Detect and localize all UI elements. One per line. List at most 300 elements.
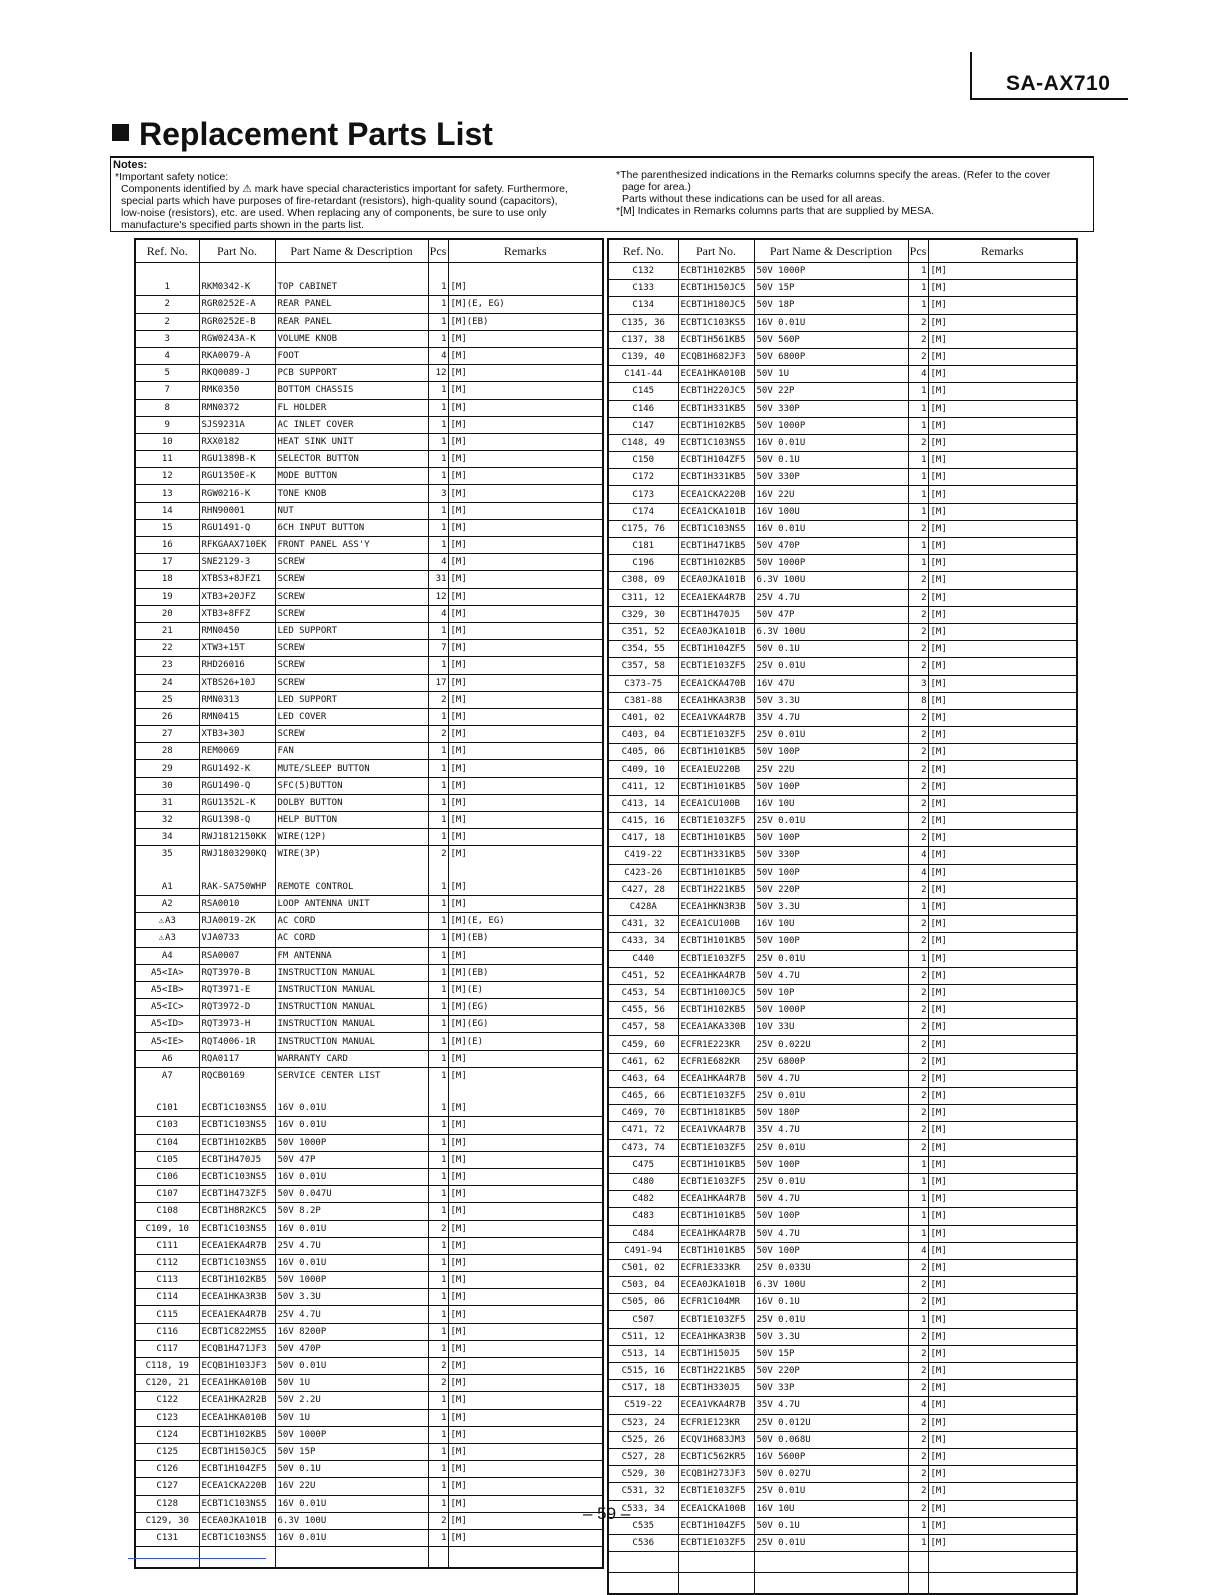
cell-remarks-text: [M](EB): [450, 967, 489, 978]
safety-warning-icon: ⚠: [158, 933, 165, 944]
cell-pcs: [428, 622, 448, 639]
cell-ref-no: [608, 761, 678, 778]
cell-pcs: [428, 451, 448, 468]
cell-remarks-text: [M]: [450, 797, 467, 808]
cell-pcs-text: 2: [921, 1056, 927, 1067]
cell-pcs-text: 1: [441, 1019, 447, 1030]
cell-pcs-text: 2: [921, 730, 927, 741]
cell-description: [754, 1088, 908, 1105]
cell-remarks-text: [M]: [930, 1194, 947, 1205]
cell-remarks: [928, 1517, 1077, 1534]
cell-remarks-text: [M]: [450, 1137, 467, 1148]
cell-ref-no-text: A7: [161, 1070, 173, 1081]
cell-pcs-text: 1: [441, 916, 447, 927]
cell-pcs: [428, 537, 448, 554]
cell-remarks-text: [M](EB): [450, 316, 489, 327]
cell-remarks: [448, 947, 603, 964]
table-row: [608, 331, 1077, 348]
table-row: [608, 400, 1077, 417]
cell-description-text: 25V 6800P: [756, 1056, 806, 1067]
cell-description-text: REAR PANEL: [277, 316, 332, 327]
cell-ref-no-text: C123: [156, 1412, 179, 1423]
cell-remarks-text: [M]: [450, 626, 467, 637]
col-pcs: Pcs: [428, 239, 448, 263]
cell-description: [275, 1409, 428, 1426]
cell-ref-no: [135, 1084, 199, 1100]
cell-pcs-text: 4: [921, 867, 927, 878]
note-line: Components identified by ⚠ mark have special characteristics important for safety. Furthermore,: [121, 183, 568, 195]
cell-remarks-text: [M]: [450, 1172, 467, 1183]
cell-description: [754, 331, 908, 348]
cell-pcs-text: 1: [921, 902, 927, 913]
cell-description: [275, 1392, 428, 1409]
cell-part-no-text: RFKGAAX710EK: [201, 540, 267, 551]
cell-part-no-text: ECBT1E103ZF5: [680, 1142, 746, 1153]
cell-description: [275, 347, 428, 364]
table-row: [135, 1254, 603, 1271]
cell-ref-no-text: C373-75: [624, 678, 663, 689]
cell-pcs: [908, 1208, 928, 1225]
cell-ref-no-text: C475: [632, 1159, 655, 1170]
cell-description-text: 16V 10U: [756, 798, 795, 809]
cell-part-no: [678, 1191, 754, 1208]
cell-remarks: [928, 1208, 1077, 1225]
cell-description: [275, 433, 428, 450]
cell-ref-no-text: 34: [161, 832, 173, 843]
cell-remarks-text: [M](EB): [450, 933, 489, 944]
table-row: [608, 1259, 1077, 1276]
cell-ref-no-text: A2: [161, 899, 173, 910]
cell-pcs: [908, 898, 928, 915]
cell-part-no-text: RGU1389B-K: [201, 454, 256, 465]
cell-description-text: REAR PANEL: [277, 299, 332, 310]
cell-ref-no: [608, 1036, 678, 1053]
cell-ref-no: [135, 1117, 199, 1134]
cell-remarks-text: [M]: [930, 1486, 947, 1497]
cell-remarks-text: [M]: [930, 936, 947, 947]
cell-description: [275, 777, 428, 794]
table-row: [135, 829, 603, 846]
table-row: [135, 999, 603, 1016]
cell-remarks: [928, 348, 1077, 365]
cell-description: [275, 1529, 428, 1546]
table-row: [608, 675, 1077, 692]
cell-remarks: [448, 537, 603, 554]
cell-ref-no: [608, 623, 678, 640]
cell-part-no-text: ECBT1H221KB5: [680, 884, 746, 895]
cell-description-text: 16V 0.01U: [277, 1498, 327, 1509]
table-row: [608, 555, 1077, 572]
cell-remarks-text: [M]: [930, 1211, 947, 1222]
cell-ref-no: [608, 366, 678, 383]
cell-pcs-text: 2: [921, 592, 927, 603]
table-row: [135, 399, 603, 416]
cell-remarks-text: [M]: [930, 592, 947, 603]
cell-part-no: [678, 830, 754, 847]
cell-pcs: [908, 1105, 928, 1122]
cell-part-no-text: ECBT1E103ZF5: [680, 816, 746, 827]
cell-description-text: 50V 1000P: [277, 1275, 327, 1286]
cell-part-no: [199, 554, 275, 571]
cell-part-no-text: ECBT1H101KB5: [680, 833, 746, 844]
cell-description: [275, 1033, 428, 1050]
cell-ref-no: [135, 1100, 199, 1117]
cell-part-no-text: ECEA1EU220B: [680, 764, 741, 775]
cell-remarks-text: [M]: [450, 1481, 467, 1492]
cell-pcs-text: 2: [921, 317, 927, 328]
cell-part-no-text: ECBT1E103ZF5: [680, 1314, 746, 1325]
cell-ref-no-text: C105: [156, 1154, 179, 1165]
cell-ref-no: [135, 964, 199, 981]
cell-remarks-text: [M]: [930, 970, 947, 981]
cell-remarks: [448, 1016, 603, 1033]
cell-ref-no: [608, 1002, 678, 1019]
cell-pcs: [428, 930, 448, 947]
cell-part-no: [199, 846, 275, 863]
cell-pcs: [428, 1220, 448, 1237]
cell-part-no-text: ECEA1CU100B: [680, 919, 741, 930]
cell-remarks-text: [M]: [450, 729, 467, 740]
cell-pcs: [428, 1375, 448, 1392]
cell-part-no-text: ECBT1C103NS5: [201, 1172, 267, 1183]
cell-part-no-text: RGU1398-Q: [201, 815, 251, 826]
cell-description-text: INSTRUCTION MANUAL: [277, 967, 376, 978]
cell-pcs: [428, 571, 448, 588]
cell-description-text: VOLUME KNOB: [277, 333, 338, 344]
cell-description: [275, 1272, 428, 1289]
cell-pcs: [908, 1397, 928, 1414]
cell-remarks: [448, 1358, 603, 1375]
cell-remarks: [448, 812, 603, 829]
page-title: [112, 116, 493, 153]
cell-part-no: [199, 879, 275, 896]
table-row: [135, 605, 603, 622]
cell-part-no: [199, 1220, 275, 1237]
cell-part-no: [199, 691, 275, 708]
cell-part-no-text: XTW3+15T: [201, 643, 245, 654]
cell-pcs-text: 2: [921, 816, 927, 827]
cell-description-text: 50V 1000P: [277, 1137, 327, 1148]
cell-remarks: [448, 313, 603, 330]
cell-remarks: [928, 417, 1077, 434]
cell-pcs-text: 1: [441, 1172, 447, 1183]
cell-pcs: [908, 761, 928, 778]
cell-description: [754, 383, 908, 400]
cell-description-text: 50V 0.1U: [756, 1520, 800, 1531]
cell-part-no: [678, 572, 754, 589]
cell-remarks-text: [M]: [450, 471, 467, 482]
cell-remarks: [928, 847, 1077, 864]
cell-remarks-text: [M]: [930, 695, 947, 706]
cell-pcs: [908, 813, 928, 830]
cell-remarks-text: [M]: [450, 436, 467, 447]
cell-part-no: [678, 1380, 754, 1397]
cell-ref-no: [608, 916, 678, 933]
cell-part-no-text: ECBT1H473ZF5: [201, 1189, 267, 1200]
cell-ref-no: [135, 1478, 199, 1495]
cell-pcs: [428, 640, 448, 657]
cell-pcs: [428, 846, 448, 863]
cell-pcs: [908, 1448, 928, 1465]
cell-description-text: 50V 0.1U: [756, 644, 800, 655]
cell-pcs: [908, 1139, 928, 1156]
table-row: [608, 641, 1077, 658]
cell-description-text: 50V 3.3U: [756, 1331, 800, 1342]
cell-pcs-text: 2: [921, 1452, 927, 1463]
cell-description-text: 25V 0.022U: [756, 1039, 811, 1050]
cell-pcs-text: 2: [921, 1486, 927, 1497]
cell-pcs-text: 1: [441, 967, 447, 978]
cell-ref-no: [135, 913, 199, 930]
cell-ref-no-text: C455, 56: [621, 1005, 665, 1016]
cell-ref-no-text: C533, 34: [621, 1503, 665, 1514]
table-row: [135, 1495, 603, 1512]
cell-part-no: [199, 433, 275, 450]
cell-part-no: [199, 1529, 275, 1546]
cell-description: [275, 812, 428, 829]
cell-pcs: [908, 950, 928, 967]
cell-ref-no: [608, 520, 678, 537]
cell-ref-no-text: C120, 21: [145, 1378, 189, 1389]
cell-pcs: [908, 348, 928, 365]
cell-pcs-text: 1: [441, 1036, 447, 1047]
cell-description: [275, 640, 428, 657]
cell-description-text: 50V 1000P: [756, 558, 806, 569]
cell-pcs-text: 2: [921, 1022, 927, 1033]
table-row: [608, 1156, 1077, 1173]
cell-pcs-text: 2: [921, 523, 927, 534]
cell-description: [754, 452, 908, 469]
cell-pcs: [908, 520, 928, 537]
cell-ref-no-text: 26: [161, 711, 173, 722]
cell-part-no-text: ECBT1H471KB5: [680, 541, 746, 552]
cell-ref-no-text: C513, 14: [621, 1348, 665, 1359]
cell-description: [754, 1380, 908, 1397]
cell-pcs-text: 2: [921, 970, 927, 981]
cell-description-text: FOOT: [277, 351, 300, 362]
cell-description-text: 25V 0.012U: [756, 1417, 811, 1428]
cell-remarks-text: [M]: [930, 661, 947, 672]
cell-remarks-text: [M]: [450, 1309, 467, 1320]
cell-part-no-text: ECBT1C103NS5: [680, 523, 746, 534]
cell-ref-no-text: 32: [161, 815, 173, 826]
cell-remarks-text: [M]: [450, 660, 467, 671]
cell-description-text: 50V 4.7U: [756, 1228, 800, 1239]
cell-pcs: [428, 812, 448, 829]
cell-remarks-text: [M]: [930, 1314, 947, 1325]
table-row: [608, 692, 1077, 709]
cell-description: [754, 297, 908, 314]
col-part-no: Part No.: [678, 239, 754, 263]
cell-remarks: [448, 1323, 603, 1340]
cell-part-no-text: ECEA1CKA220B: [201, 1481, 267, 1492]
cell-ref-no-text: C484: [632, 1228, 655, 1239]
cell-ref-no-text: C415, 16: [621, 816, 665, 827]
cell-part-no: [678, 366, 754, 383]
table-row: [135, 1529, 603, 1546]
cell-remarks-text: [M]: [450, 950, 467, 961]
cell-part-no: [678, 881, 754, 898]
cell-ref-no-text: 2: [164, 299, 170, 310]
cell-remarks: [448, 1409, 603, 1426]
cell-part-no-text: SJS9231A: [201, 419, 245, 430]
cell-remarks: [448, 1340, 603, 1357]
cell-remarks: [448, 1512, 603, 1529]
cell-pcs-text: 1: [441, 1326, 447, 1337]
cell-part-no-text: ECEA1HKA4R7B: [680, 1073, 746, 1084]
cell-description: [754, 1277, 908, 1294]
cell-part-no: [199, 1323, 275, 1340]
cell-part-no-text: RKA0079-A: [201, 351, 251, 362]
cell-part-no-text: ECEA1HKA3R3B: [201, 1292, 267, 1303]
parts-table-left-body: [135, 263, 603, 1569]
cell-remarks: [928, 366, 1077, 383]
cell-description-text: 50V 100P: [756, 936, 800, 947]
cell-part-no-text: RKM0342-K: [201, 282, 251, 293]
table-row: [135, 622, 603, 639]
cell-ref-no-text: 15: [161, 522, 173, 533]
cell-description: [275, 863, 428, 879]
cell-description-text: 25V 0.01U: [756, 661, 806, 672]
cell-pcs: [908, 589, 928, 606]
cell-remarks: [928, 1156, 1077, 1173]
cell-remarks: [448, 1478, 603, 1495]
cell-part-no-text: RGW0243A-K: [201, 333, 256, 344]
cell-remarks-text: [M]: [450, 1515, 467, 1526]
cell-ref-no: [608, 503, 678, 520]
table-row: [608, 486, 1077, 503]
cell-part-no: [678, 1517, 754, 1534]
cell-remarks: [928, 1259, 1077, 1276]
cell-part-no-text: ECEA1VKA4R7B: [680, 712, 746, 723]
cell-pcs: [428, 1151, 448, 1168]
cell-description: [754, 1105, 908, 1122]
cell-pcs: [908, 314, 928, 331]
cell-remarks: [448, 1151, 603, 1168]
cell-part-no: [199, 1272, 275, 1289]
cell-remarks-text: [M]: [450, 1053, 467, 1064]
cell-description-text: 25V 4.7U: [277, 1309, 321, 1320]
cell-ref-no: [135, 537, 199, 554]
cell-description-text: 16V 0.01U: [756, 523, 806, 534]
cell-pcs: [908, 864, 928, 881]
table-row: [608, 366, 1077, 383]
cell-part-no-text: XTBS26+10J: [201, 677, 256, 688]
table-row: [135, 1134, 603, 1151]
cell-remarks: [448, 777, 603, 794]
cell-remarks-text: [M]: [450, 522, 467, 533]
cell-ref-no-text: C139, 40: [621, 352, 665, 363]
table-row: [135, 1220, 603, 1237]
cell-ref-no-text: C480: [632, 1177, 655, 1188]
cell-remarks: [928, 744, 1077, 761]
page-title-text: Replacement Parts List: [139, 116, 493, 152]
note-line: *Important safety notice:: [115, 171, 229, 183]
cell-ref-no: [608, 469, 678, 486]
table-row: [135, 502, 603, 519]
cell-part-no: [199, 760, 275, 777]
cell-ref-no-text: C459, 60: [621, 1039, 665, 1050]
cell-pcs: [908, 1517, 928, 1534]
cell-pcs: [428, 829, 448, 846]
cell-remarks: [928, 898, 1077, 915]
cell-part-no-text: ECBT1H102KB5: [680, 420, 746, 431]
cell-description: [754, 1345, 908, 1362]
cell-pcs: [428, 1392, 448, 1409]
cell-remarks-text: [M]: [450, 849, 467, 860]
cell-remarks-text: [M]: [930, 609, 947, 620]
cell-description-text: 6.3V 100U: [756, 627, 806, 638]
cell-remarks: [448, 981, 603, 998]
cell-pcs: [908, 263, 928, 280]
empty-cell: [908, 1573, 928, 1595]
cell-ref-no-text: C118, 19: [145, 1361, 189, 1372]
cell-part-no: [199, 502, 275, 519]
cell-remarks: [448, 674, 603, 691]
table-row: [135, 674, 603, 691]
cell-remarks-text: [M]: [930, 1503, 947, 1514]
cell-part-no-text: ECEA1HKN3R3B: [680, 902, 746, 913]
cell-description: [754, 434, 908, 451]
table-row: [608, 933, 1077, 950]
cell-remarks: [928, 933, 1077, 950]
cell-description: [275, 674, 428, 691]
cell-ref-no: [135, 674, 199, 691]
cell-part-no: [678, 452, 754, 469]
cell-ref-no-text: C147: [632, 420, 655, 431]
table-row: [135, 382, 603, 399]
cell-remarks-text: [M]: [930, 1383, 947, 1394]
cell-description-text: 50V 0.1U: [756, 455, 800, 466]
cell-description-text: 25V 0.01U: [756, 1177, 806, 1188]
cell-pcs: [428, 1050, 448, 1067]
cell-ref-no: [135, 981, 199, 998]
cell-ref-no: [135, 1512, 199, 1529]
cell-ref-no: [608, 830, 678, 847]
cell-ref-no-text: C114: [156, 1292, 179, 1303]
cell-part-no-text: RWJ1803290KQ: [201, 849, 267, 860]
cell-description: [754, 916, 908, 933]
cell-part-no: [199, 1168, 275, 1185]
cell-ref-no: [135, 812, 199, 829]
cell-remarks-text: [M]: [930, 1297, 947, 1308]
table-row: [608, 1088, 1077, 1105]
cell-remarks: [448, 930, 603, 947]
cell-part-no-text: ECBT1E103ZF5: [680, 1177, 746, 1188]
cell-ref-no: [135, 743, 199, 760]
cell-part-no: [199, 829, 275, 846]
empty-cell: [275, 1547, 428, 1569]
cell-ref-no-text: C413, 14: [621, 798, 665, 809]
cell-ref-no: [135, 895, 199, 912]
cell-description: [754, 1259, 908, 1276]
cell-ref-no: [135, 1151, 199, 1168]
cell-description: [275, 691, 428, 708]
col-remarks: Remarks: [928, 239, 1077, 263]
cell-remarks: [928, 1019, 1077, 1036]
cell-description: [754, 761, 908, 778]
header-rule-horizontal: [970, 98, 1128, 100]
cell-pcs: [908, 916, 928, 933]
cell-part-no-text: ECEA1VKA4R7B: [680, 1400, 746, 1411]
cell-description: [275, 622, 428, 639]
cell-part-no: [678, 331, 754, 348]
table-row: [135, 964, 603, 981]
cell-pcs-text: 2: [921, 1039, 927, 1050]
cell-description-text: 50V 1000P: [277, 1429, 327, 1440]
cell-remarks: [448, 382, 603, 399]
cell-pcs-text: 2: [441, 849, 447, 860]
